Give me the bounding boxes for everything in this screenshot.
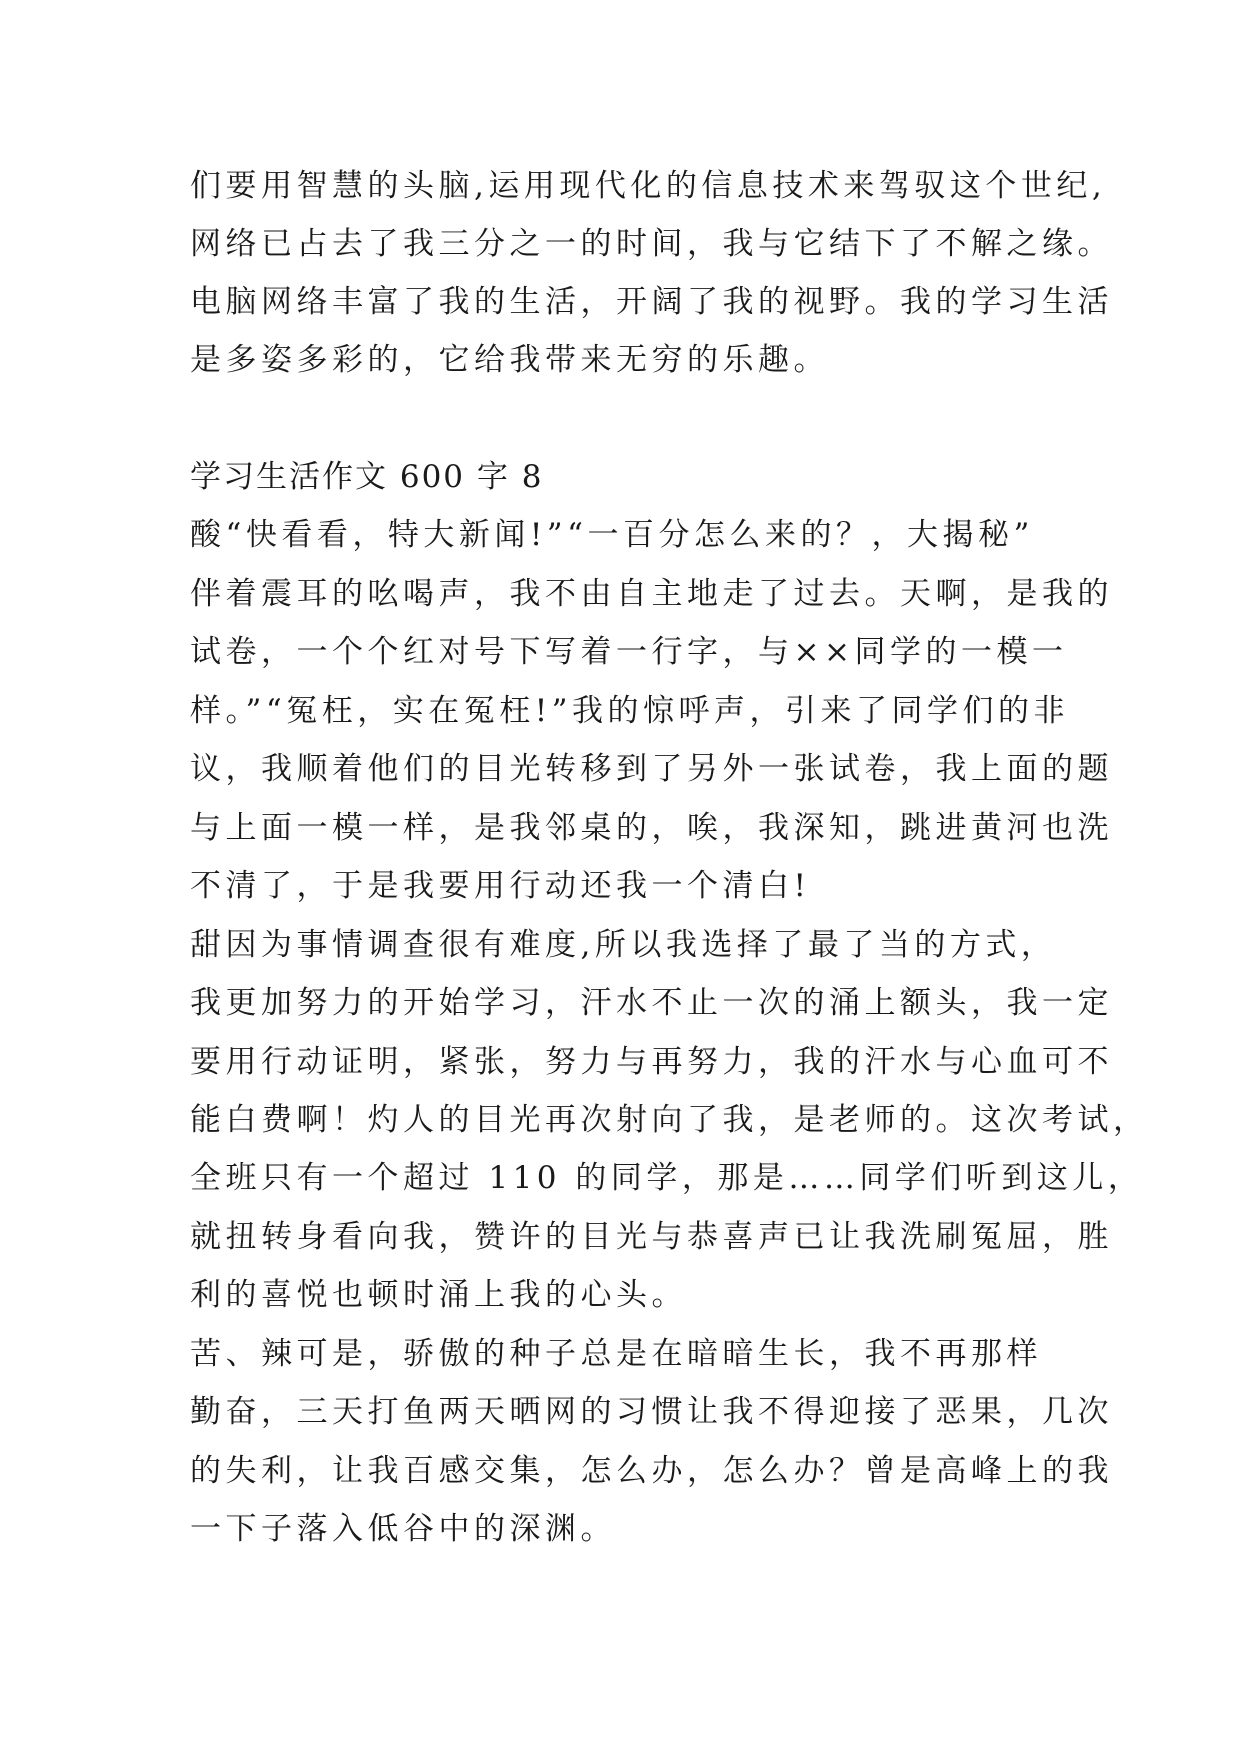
text-line: 一下子落入低谷中的深渊。 <box>190 1511 616 1547</box>
text-line: 就扭转身看向我，赞许的目光与恭喜声已让我洗刷冤屈，胜 <box>190 1219 1113 1255</box>
text-line: 要用行动证明，紧张，努力与再努力，我的汗水与心血可不 <box>190 1044 1113 1080</box>
text-line: 样。”“冤枉，实在冤枉!”我的惊呼声，引来了同学们的非 <box>190 693 1069 729</box>
text-line: 伴着震耳的吆喝声，我不由自主地走了过去。天啊，是我的 <box>190 576 1113 612</box>
text-line: 们要用智慧的头脑,运用现代化的信息技术来驾驭这个世纪, <box>190 168 1107 204</box>
text-line: 勤奋，三天打鱼两天晒网的习惯让我不得迎接了恶果，几次 <box>190 1394 1113 1430</box>
section-heading: 学习生活作文 600 字 8 <box>190 459 544 495</box>
text-line: 酸“快看看，特大新闻!”“一百分怎么来的？，大揭秘” <box>190 517 1034 553</box>
text-line: 网络已占去了我三分之一的时间，我与它结下了不解之缘。 <box>190 226 1113 262</box>
text-line: 全班只有一个超过 110 的同学，那是……同学们听到这儿， <box>190 1160 1144 1196</box>
text-line: 能白费啊！灼人的目光再次射向了我，是老师的。这次考试， <box>190 1102 1149 1138</box>
text-line: 电脑网络丰富了我的生活，开阔了我的视野。我的学习生活 <box>190 284 1113 320</box>
text-line: 议，我顺着他们的目光转移到了另外一张试卷，我上面的题 <box>190 751 1113 787</box>
text-line: 与上面一模一样，是我邻桌的，唉，我深知，跳进黄河也洗 <box>190 810 1113 846</box>
text-line: 我更加努力的开始学习，汗水不止一次的涌上额头，我一定 <box>190 985 1113 1021</box>
text-line: 是多姿多彩的，它给我带来无穷的乐趣。 <box>190 342 829 378</box>
text-line: 的失利，让我百感交集，怎么办，怎么办？曾是高峰上的我 <box>190 1453 1113 1489</box>
text-line: 甜因为事情调查很有难度,所以我选择了最了当的方式， <box>190 927 1057 963</box>
text-line: 试卷，一个个红对号下写着一行字，与××同学的一模一 <box>190 634 1068 670</box>
text-line: 苦、辣可是，骄傲的种子总是在暗暗生长，我不再那样 <box>190 1336 1042 1372</box>
text-line: 利的喜悦也顿时涌上我的心头。 <box>190 1277 687 1313</box>
text-line: 不清了，于是我要用行动还我一个清白! <box>190 868 811 904</box>
